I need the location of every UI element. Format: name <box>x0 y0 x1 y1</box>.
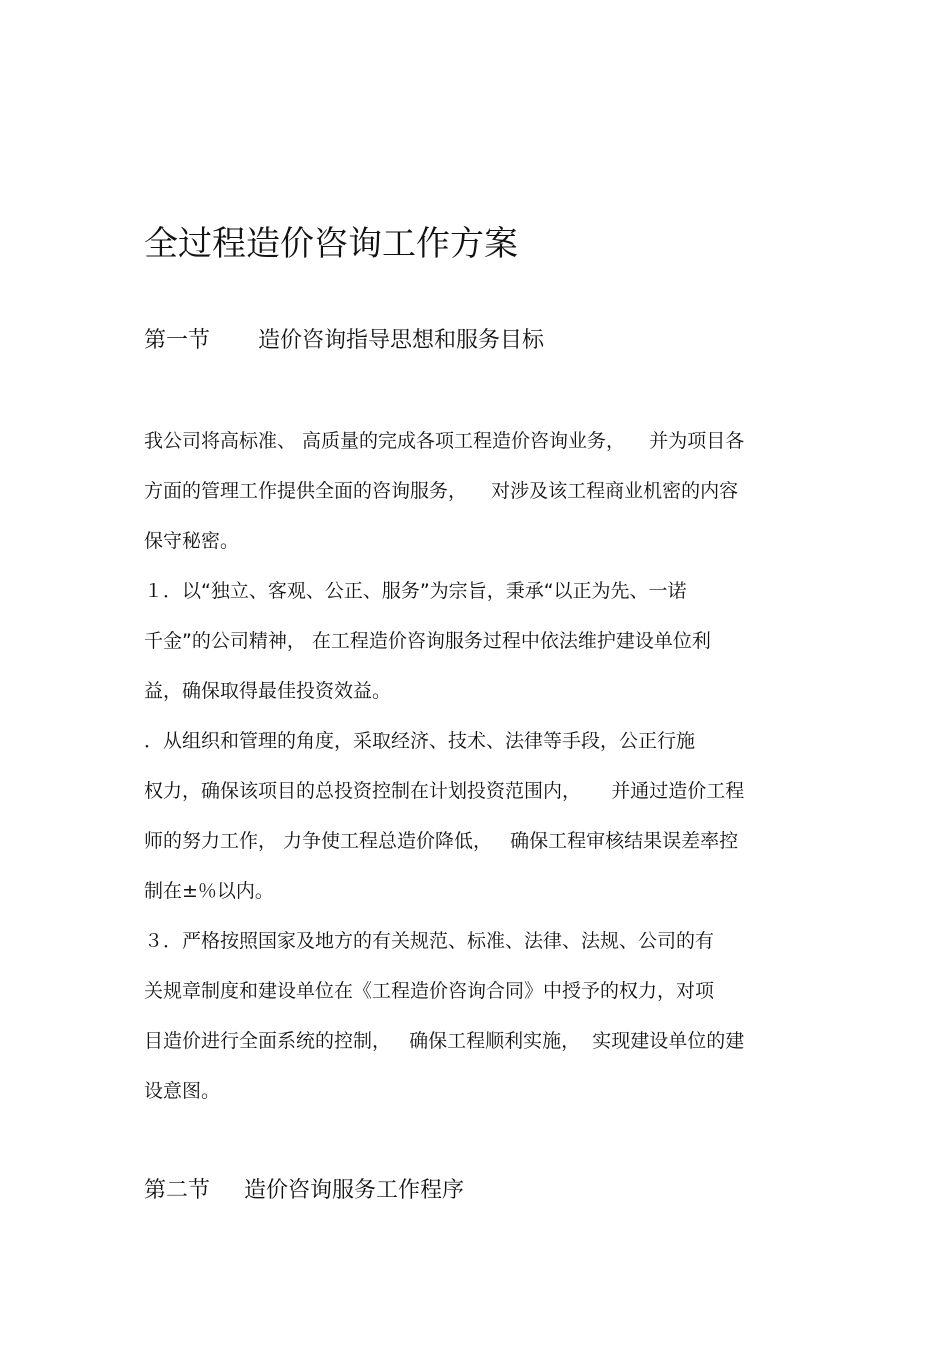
paragraph-line: 师的努力工作， 力争使工程总造价降低， 确保工程审核结果误差率控 <box>144 830 739 852</box>
section-2-heading <box>144 1176 464 1206</box>
paragraph-line: 益，确保取得最佳投资效益。 <box>144 680 392 702</box>
section-1-title: 造价咨询指导思想和服务目标 <box>258 328 545 353</box>
paragraph-line: 制在±％以内。 <box>144 880 274 902</box>
paragraph-line: １．以“独立、客观、公正、服务”为宗旨，秉承“以正为先、一诺 <box>144 580 687 602</box>
section-1-heading <box>144 326 544 356</box>
paragraph-line: 设意图。 <box>144 1080 221 1102</box>
paragraph-line: 千金”的公司精神， 在工程造价咨询服务过程中依法维护建设单位利 <box>144 630 711 652</box>
paragraph-line: 我公司将高标准、 高质量的完成各项工程造价咨询业务， 并为项目各 <box>144 430 745 452</box>
paragraph-line: 目造价进行全面系统的控制， 确保工程顺利实施， 实现建设单位的建 <box>144 1030 745 1052</box>
paragraph-line: 保守秘密。 <box>144 530 240 552</box>
paragraph-line: 方面的管理工作提供全面的咨询服务， 对涉及该工程商业机密的内容 <box>144 480 739 502</box>
paragraph-line: ．从组织和管理的角度，采取经济、技术、法律等手段，公正行施 <box>144 730 696 752</box>
section-2-title: 造价咨询服务工作程序 <box>244 1178 465 1203</box>
section-1-number: 第一节 <box>144 328 211 353</box>
section-2-number: 第二节 <box>144 1178 211 1203</box>
document-title: 全过程造价咨询工作方案 <box>144 224 518 264</box>
paragraph-line: 关规章制度和建设单位在《工程造价咨询合同》中授予的权力，对项 <box>144 980 715 1002</box>
paragraph-line: 权力，确保该项目的总投资控制在计划投资范围内， 并通过造价工程 <box>144 780 745 802</box>
paragraph-line: ３．严格按照国家及地方的有关规范、标准、法律、法规、公司的有 <box>144 930 715 952</box>
